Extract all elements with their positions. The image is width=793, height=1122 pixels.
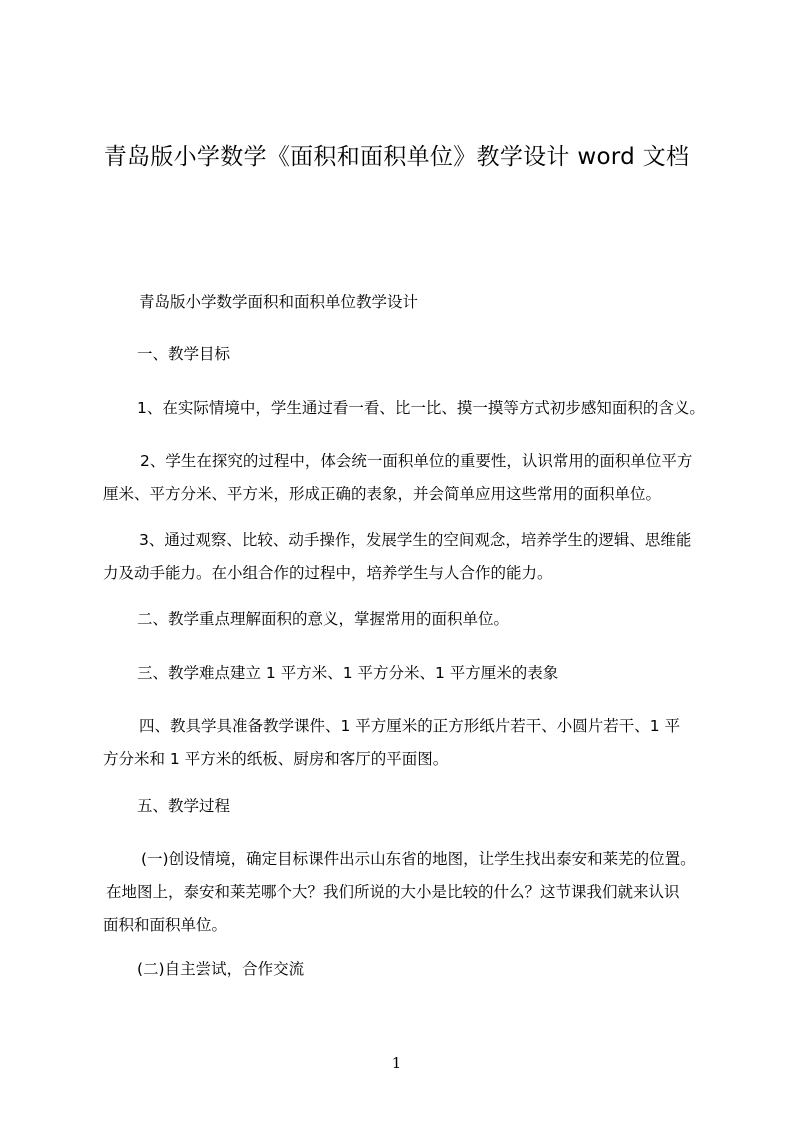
page-number: 1 — [391, 1054, 402, 1072]
line: (二)自主尝试，合作交流 — [137, 960, 305, 978]
line: 3、通过观察、比较、动手操作，发展学生的空间观念，培养学生的逻辑、思维能 — [139, 531, 692, 549]
paragraph-step-2 — [103, 953, 723, 986]
line: 方分米和 1 平方米的纸板、厨房和客厅的平面图。 — [103, 750, 449, 768]
paragraph-goal-2 — [103, 445, 723, 511]
document-title: 青岛版小学数学《面积和面积单位》教学设计 word 文档 — [103, 144, 690, 170]
paragraph-goal-1 — [103, 392, 723, 425]
line: 青岛版小学数学面积和面积单位教学设计 — [139, 293, 419, 311]
line: 在地图上，泰安和莱芜哪个大？我们所说的大小是比较的什么？这节课我们就来认识 — [106, 883, 680, 901]
line: 三、教学难点建立 1 平方米、1 平方分米、1 平方厘米的表象 — [137, 664, 559, 682]
line: 面积和面积单位。 — [103, 916, 228, 934]
line: 2、学生在探究的过程中，体会统一面积单位的重要性，认识常用的面积单位平方 — [140, 452, 693, 470]
line: 厘米、平方分米、平方米，形成正确的表象，并会简单应用这些常用的面积单位。 — [103, 485, 662, 503]
paragraph-section-1-heading — [103, 338, 723, 371]
line: 一、教学目标 — [137, 345, 231, 363]
line: 力及动手能力。在小组合作的过程中，培养学生与人合作的能力。 — [103, 564, 553, 582]
paragraph-goal-3 — [103, 524, 723, 590]
paragraph-section-4 — [103, 710, 723, 776]
paragraph-step-1 — [103, 843, 723, 942]
line: (一)创设情境，确定目标课件出示山东省的地图，让学生找出泰安和莱芜的位置。 — [141, 850, 696, 868]
line: 四、教具学具准备教学课件、1 平方厘米的正方形纸片若干、小圆片若干、1 平 — [139, 717, 681, 735]
paragraph-section-2 — [103, 603, 723, 636]
paragraph-section-3 — [103, 657, 723, 690]
paragraph-subtitle — [103, 286, 723, 319]
line: 1、在实际情境中，学生通过看一看、比一比、摸一摸等方式初步感知面积的含义。 — [137, 399, 705, 417]
paragraph-section-5-heading — [103, 790, 723, 823]
line: 二、教学重点理解面积的意义，掌握常用的面积单位。 — [137, 610, 510, 628]
line: 五、教学过程 — [137, 797, 231, 815]
